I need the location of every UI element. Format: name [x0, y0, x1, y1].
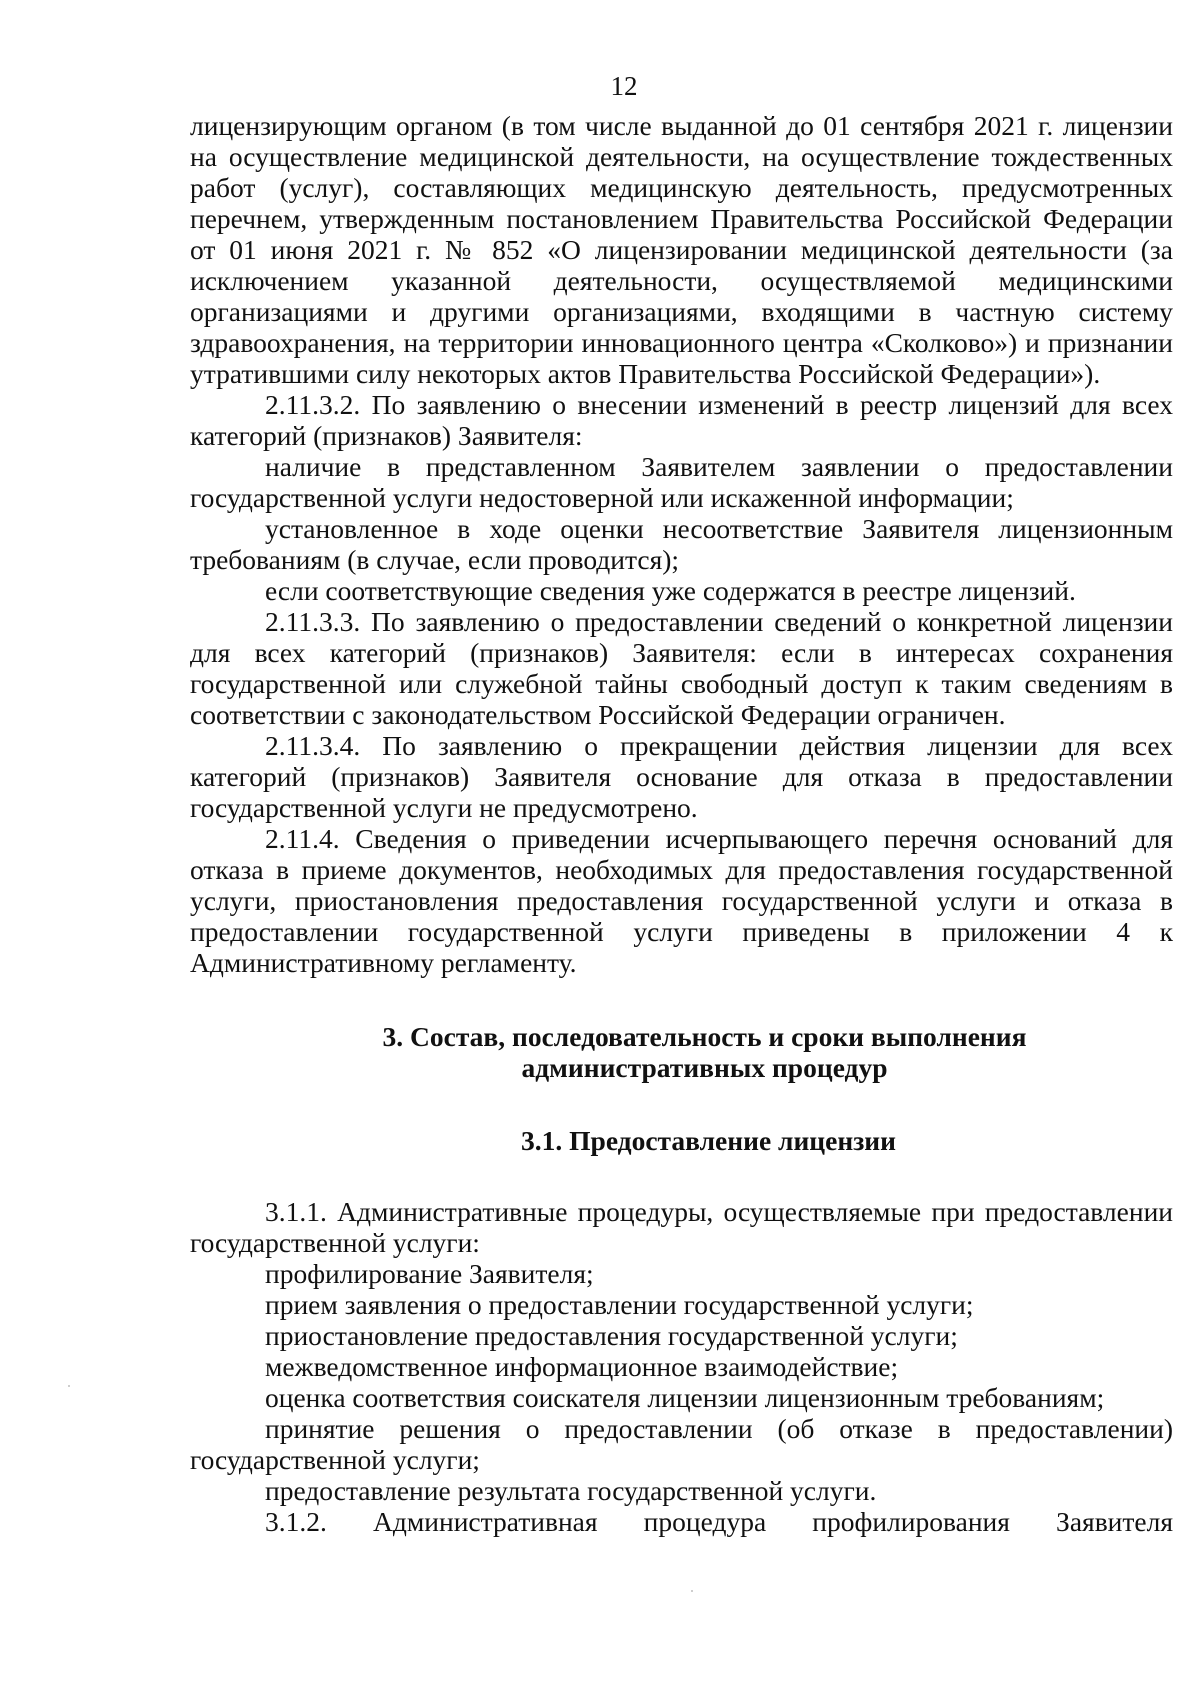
- scan-speck: [68, 1385, 70, 1387]
- paragraph-continuation: лицензирующим органом (в том числе выданной до 01 сентября 2021 г. лицензии на осуществление медицинской деятельности, на осуществление тождественных работ (услуг), составляющих медицинскую деятельность, предусмотренных перечнем, утвержденным постановлением Правительства Российской Федерации от 01 июня 2021 г. № 852 «О лицензировании медицинской деятельности (за исключением указанной деятельности, осуществляемой медицинскими организациями и другими организациями, входящими в частную систему здравоохранения, на территории инновационного центра «Сколково») и признании утратившими силу некоторых актов Правительства Российской Федерации»).: [190, 110, 1173, 389]
- paragraph-3-1-2: 3.1.2. Административная процедура профилирования Заявителя: [265, 1506, 1173, 1537]
- section-3-heading-line-1: 3. Состав, последовательность и сроки выполнения: [382, 1021, 1027, 1052]
- list-item-interagency-interaction: межведомственное информационное взаимодействие;: [265, 1351, 899, 1382]
- paragraph-2-11-3-3: 2.11.3.3. По заявлению о предоставлении сведений о конкретной лицензии для всех категорий (признаков) Заявителя: если в интересах сохранения государственной или служебной тайны свободный доступ к таким сведениям в соответствии с законодательством Российской Федерации ограничен.: [190, 606, 1173, 730]
- page-number: 12: [610, 71, 638, 101]
- subsection-3-1-heading: 3.1. Предоставление лицензии: [521, 1125, 896, 1156]
- list-item-compliance-assessment: оценка соответствия соискателя лицензии лицензионным требованиям;: [265, 1382, 1105, 1413]
- paragraph-ground-false-info: наличие в представленном Заявителем заявлении о предоставлении государственной услуги недостоверной или искаженной информации;: [190, 451, 1173, 513]
- document-body: [190, 110, 1173, 1537]
- section-3-heading-line-2: административных процедур: [521, 1052, 888, 1083]
- list-item-application-intake: прием заявления о предоставлении государственной услуги;: [265, 1289, 974, 1320]
- list-item-result-delivery: предоставление результата государственной услуги.: [265, 1475, 877, 1506]
- paragraph-ground-noncompliance: установленное в ходе оценки несоответствие Заявителя лицензионным требованиям (в случае, если проводится);: [190, 513, 1173, 575]
- paragraph-2-11-3-2: 2.11.3.2. По заявлению о внесении изменений в реестр лицензий для всех категорий (признаков) Заявителя:: [190, 389, 1173, 451]
- paragraph-2-11-3-4: 2.11.3.4. По заявлению о прекращении действия лицензии для всех категорий (признаков) Заявителя основание для отказа в предоставлении государственной услуги не предусмотрено.: [190, 730, 1173, 823]
- list-item-suspension: приостановление предоставления государственной услуги;: [265, 1320, 958, 1351]
- paragraph-2-11-4: 2.11.4. Сведения о приведении исчерпывающего перечня оснований для отказа в приеме документов, необходимых для предоставления государственной услуги, приостановления предоставления государственной услуги и отказа в предоставлении государственной услуги приведены в приложении 4 к Административному регламенту.: [190, 823, 1173, 978]
- scan-speck: [691, 1590, 693, 1592]
- paragraph-3-1-1: 3.1.1. Административные процедуры, осуществляемые при предоставлении государственной услуги:: [190, 1196, 1173, 1258]
- list-item-profiling: профилирование Заявителя;: [265, 1258, 594, 1289]
- section-3-heading: [190, 1021, 1173, 1083]
- list-item-decision: принятие решения о предоставлении (об отказе в предоставлении) государственной услуги;: [190, 1413, 1173, 1475]
- paragraph-ground-already-registered: если соответствующие сведения уже содержатся в реестре лицензий.: [265, 575, 1076, 606]
